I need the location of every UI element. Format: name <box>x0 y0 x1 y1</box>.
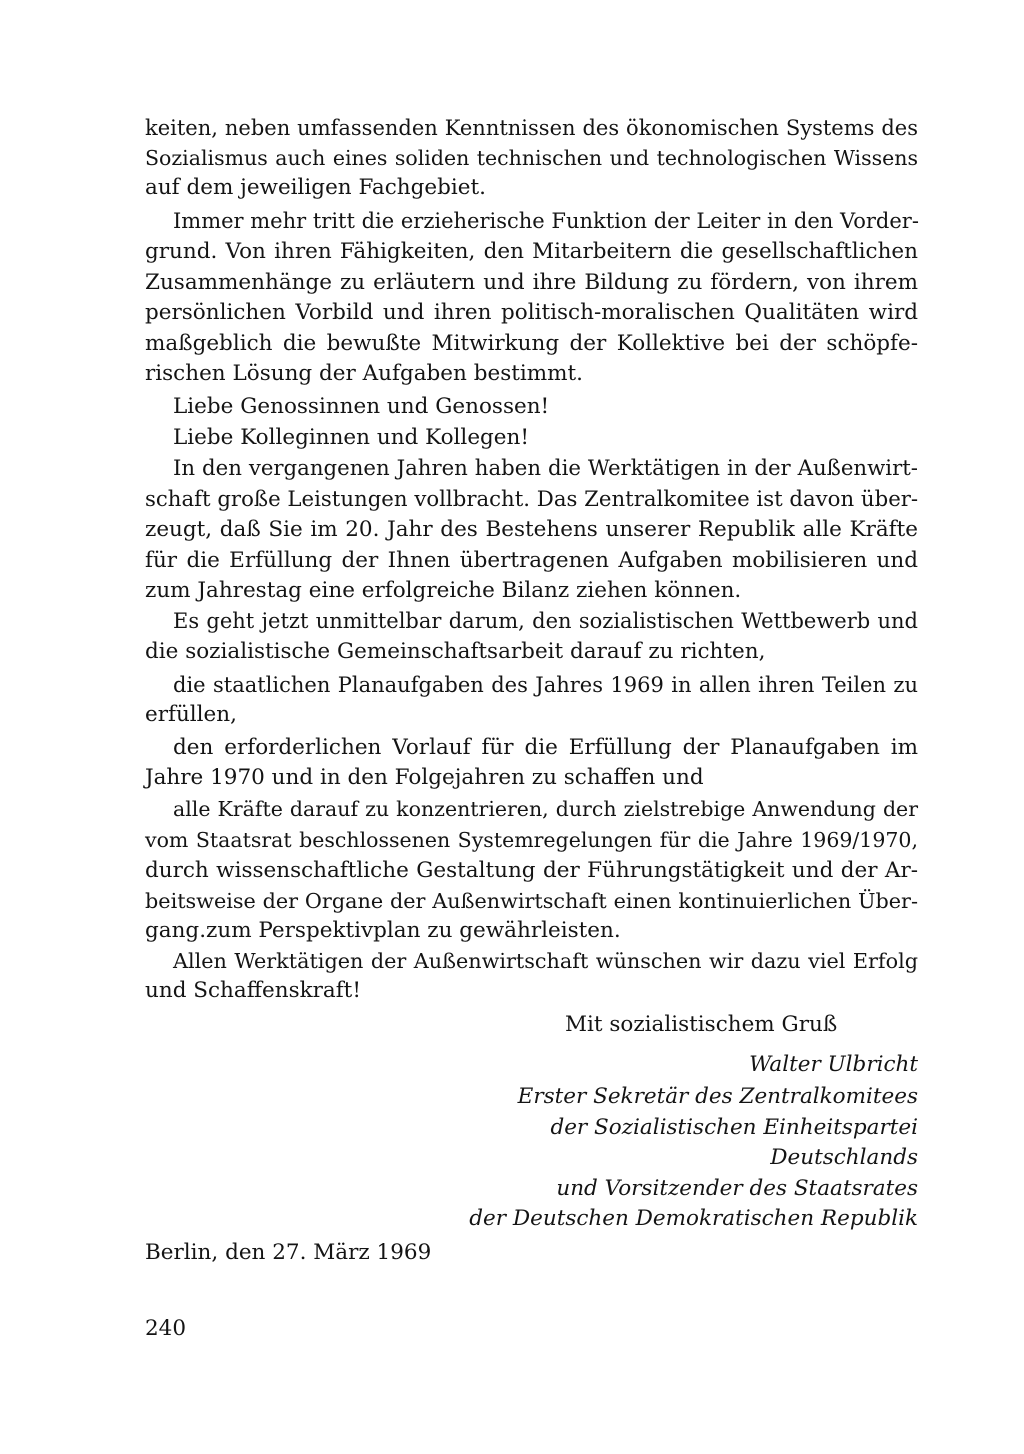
signature-line: Deutschlands <box>770 1145 918 1170</box>
text-line: vom Staatsrat beschlossenen Systemregelungen für die Jahre 1969/1970, <box>145 828 918 852</box>
signature-line: der Deutschen Demokratischen Republik <box>469 1206 918 1231</box>
text-line: grund. Von ihren Fähigkeiten, den Mitarbeitern die gesellschaftlichen <box>145 239 918 264</box>
text-line: gang.zum Perspektivplan zu gewährleisten. <box>145 918 621 943</box>
signature-name: Walter Ulbricht <box>749 1052 918 1077</box>
text-line: In den vergangenen Jahren haben die Werktätigen in der Außenwirt- <box>173 456 918 481</box>
text-line: Allen Werktätigen der Außenwirtschaft wünschen wir dazu viel Erfolg <box>173 949 918 973</box>
signature-line: und Vorsitzender des Staatsrates <box>556 1176 918 1201</box>
salutation-line: Liebe Genossinnen und Genossen! <box>173 394 550 419</box>
text-line: Zusammenhänge zu erläutern und ihre Bildung zu fördern, von ihrem <box>145 270 918 295</box>
text-line: Immer mehr tritt die erzieherische Funktion der Leiter in den Vorder- <box>173 209 919 233</box>
text-line: persönlichen Vorbild und ihren politisch-moralischen Qualitäten wird <box>145 300 918 325</box>
salutation-line: Liebe Kolleginnen und Kollegen! <box>173 425 530 450</box>
text-line: den erforderlichen Vorlauf für die Erfüllung der Planaufgaben im <box>173 735 918 760</box>
text-line: Es geht jetzt unmittelbar darum, den sozialistischen Wettbewerb und <box>173 609 918 633</box>
place-date: Berlin, den 27. März 1969 <box>145 1240 432 1265</box>
text-line: erfüllen, <box>145 702 237 727</box>
text-line: Sozialismus auch eines soliden technischen und technologischen Wissens <box>145 146 918 170</box>
text-line: keiten, neben umfassenden Kenntnissen des ökonomischen Systems des <box>145 116 918 140</box>
text-line: zeugt, daß Sie im 20. Jahr des Bestehens unserer Republik alle Kräfte <box>145 517 918 542</box>
text-line: beitsweise der Organe der Außenwirtschaft einen kontinuierlichen Über- <box>145 889 918 913</box>
text-line: die staatlichen Planaufgaben des Jahres 1969 in allen ihren Teilen zu <box>173 673 918 697</box>
text-line: zum Jahrestag eine erfolgreiche Bilanz ziehen können. <box>145 578 742 603</box>
page-number: 240 <box>145 1316 187 1341</box>
text-line: schaft große Leistungen vollbracht. Das Zentralkomitee ist davon über- <box>145 487 919 512</box>
text-line: maßgeblich die bewußte Mitwirkung der Kollektive bei der schöpfe- <box>145 331 918 356</box>
text-line: Jahre 1970 und in den Folgejahren zu schaffen und <box>145 765 704 790</box>
signature-line: Erster Sekretär des Zentralkomitees <box>517 1084 918 1109</box>
text-line: rischen Lösung der Aufgaben bestimmt. <box>145 361 583 386</box>
text-line: die sozialistische Gemeinschaftsarbeit darauf zu richten, <box>145 639 766 664</box>
signature-line: der Sozialistischen Einheitspartei <box>550 1115 918 1140</box>
text-line: auf dem jeweiligen Fachgebiet. <box>145 175 486 200</box>
text-line: und Schaffenskraft! <box>145 978 361 1003</box>
text-line: alle Kräfte darauf zu konzentrieren, durch zielstrebige Anwendung der <box>173 797 918 821</box>
closing-greeting: Mit sozialistischem Gruß <box>565 1012 838 1037</box>
text-line: durch wissenschaftliche Gestaltung der Führungstätigkeit und der Ar- <box>145 858 918 883</box>
text-line: für die Erfüllung der Ihnen übertragenen Aufgaben mobilisieren und <box>145 548 918 573</box>
